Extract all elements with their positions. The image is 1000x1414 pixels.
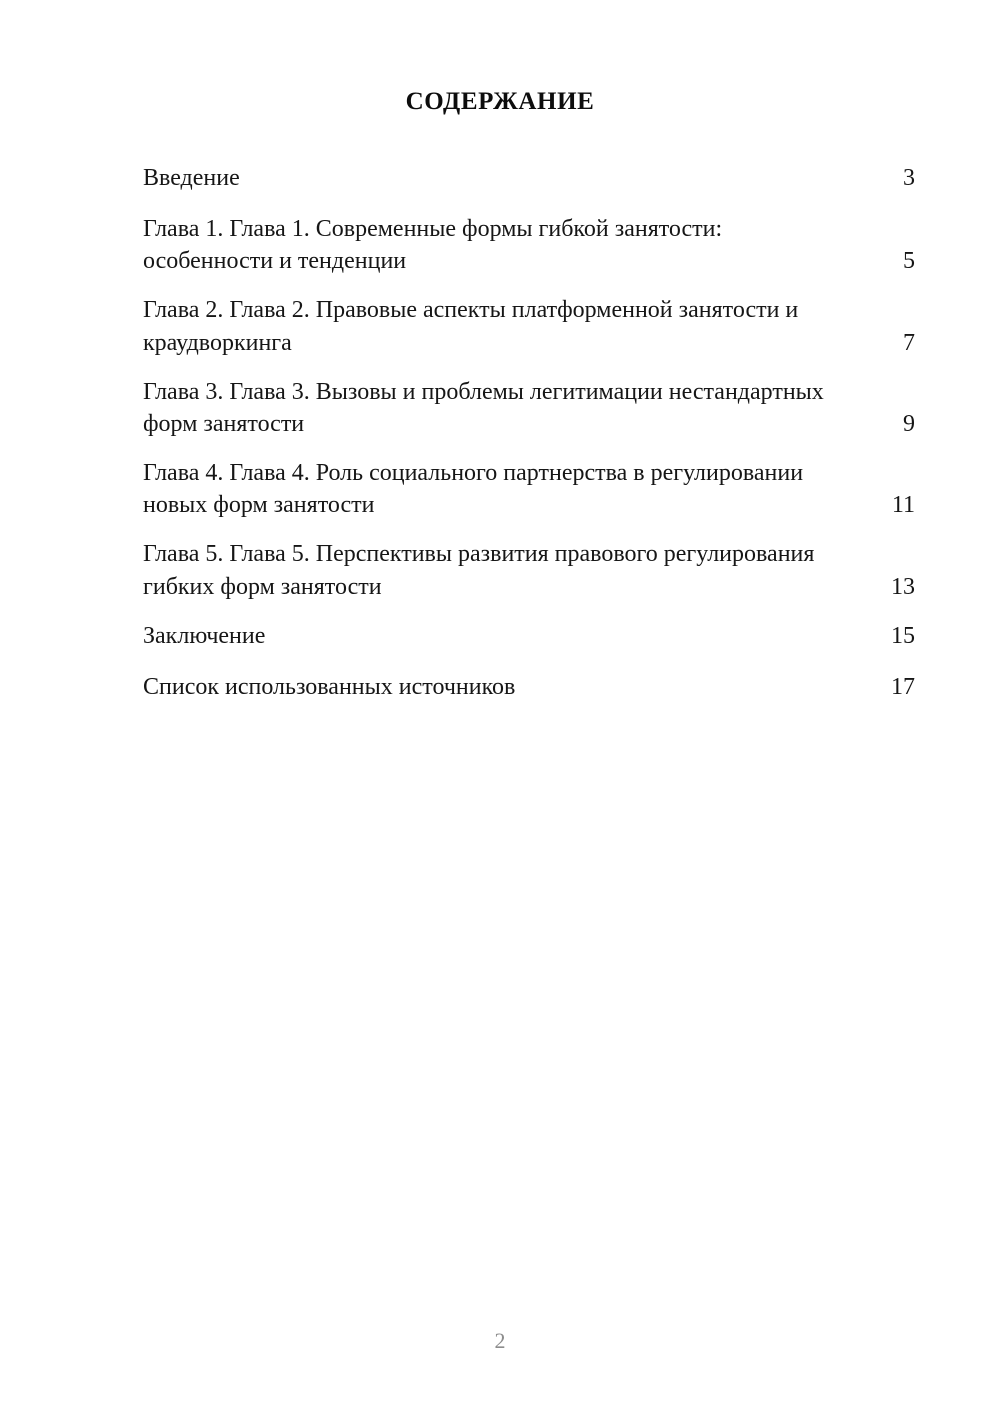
toc-entry-page-number: 9 [903,410,915,437]
toc-entry-label: Глава 4. Глава 4. Роль социального партнерства в регулировании новых форм занятости [143,460,804,519]
toc-entry-label: Глава 1. Глава 1. Современные формы гибкой занятости: особенности и тенденции [143,216,723,275]
toc-entry[interactable] [143,213,915,277]
toc-entry-page-number: 5 [903,248,915,275]
toc-entry[interactable] [143,294,915,358]
toc-entry-label: Список использованных источников [143,673,516,700]
toc-entry[interactable] [143,671,915,703]
toc-entry-label: Глава 3. Глава 3. Вызовы и проблемы легитимации нестандартных форм занятости [143,378,824,437]
toc-entry-label: Глава 5. Глава 5. Перспективы развития правового регулирования гибких форм занятости [143,541,815,600]
toc-entry-page-number: 13 [891,573,915,600]
toc-entry[interactable] [143,538,915,602]
table-of-contents [143,162,915,722]
toc-entry-page-number: 3 [903,165,915,191]
toc-entry[interactable] [143,620,915,652]
toc-entry[interactable] [143,457,915,521]
page-title: СОДЕРЖАНИЕ [405,88,595,115]
toc-entry-page-number: 11 [891,492,915,519]
toc-entry-label: Введение [143,165,240,191]
toc-entry[interactable] [143,376,915,440]
toc-entry-page-number: 15 [891,622,915,649]
toc-entry-page-number: 7 [903,329,915,356]
toc-entry-label: Заключение [143,622,266,649]
toc-entry[interactable] [143,162,915,194]
toc-entry-label: Глава 2. Глава 2. Правовые аспекты платформенной занятости и краудворкинга [143,297,799,356]
toc-entry-page-number: 17 [891,673,915,700]
footer-page-number: 2 [494,1328,506,1353]
